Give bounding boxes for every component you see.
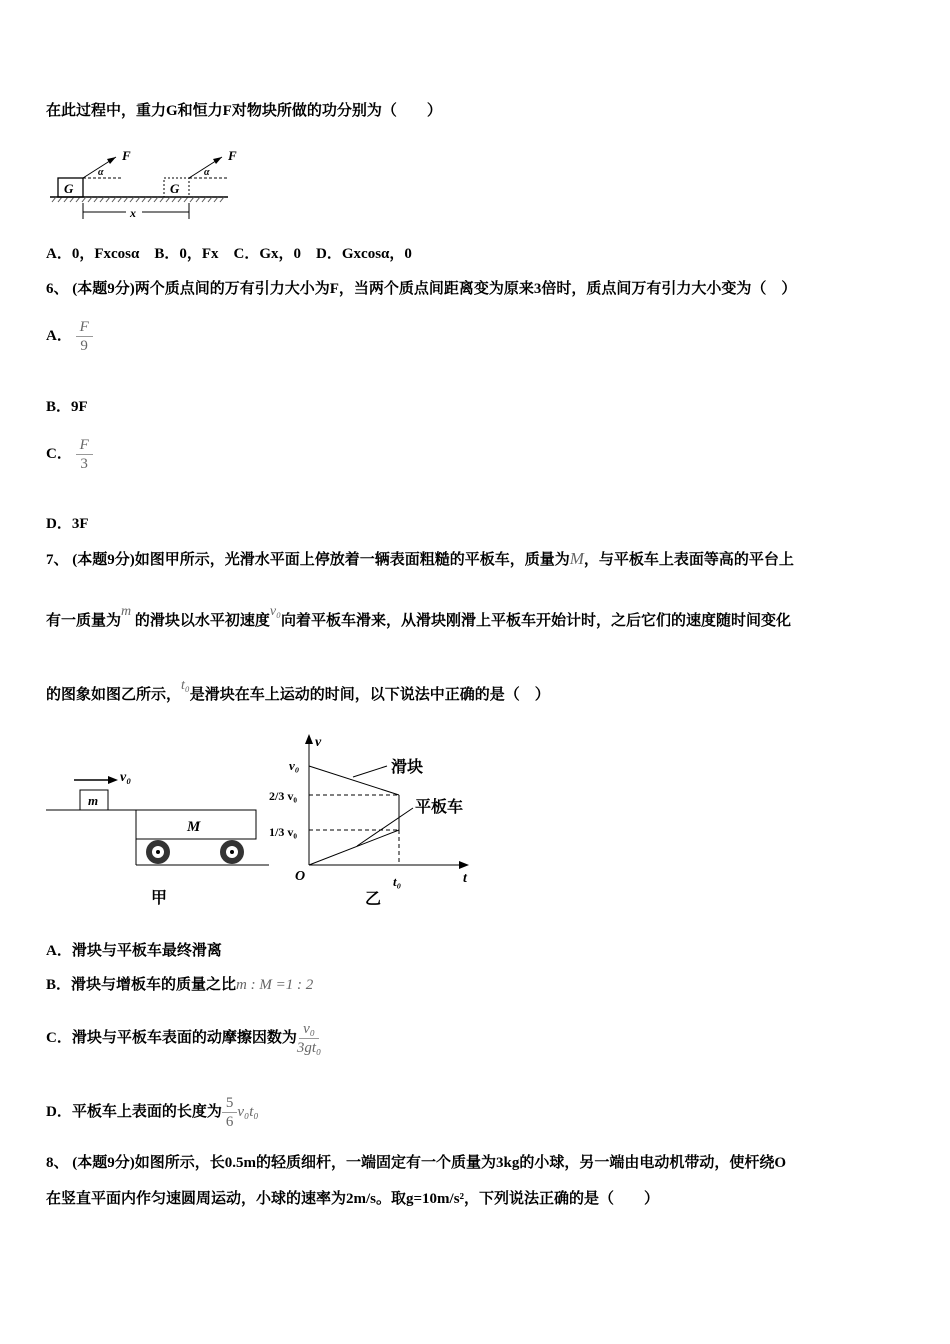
block-label: G bbox=[64, 181, 74, 196]
text: 的滑块以水平初速度 bbox=[134, 613, 270, 629]
math-symbol: M bbox=[569, 549, 584, 568]
text: B．滑块与增板车的质量之比 bbox=[46, 977, 237, 993]
text: ，与平板车上表面等高的平台上 bbox=[583, 552, 794, 568]
fraction bbox=[222, 1094, 238, 1131]
fraction bbox=[76, 436, 93, 473]
math-symbol: m bbox=[121, 604, 132, 619]
q5-options: A．0，Fxcosα B．0，Fx C．Gx，0 D．Gxcosα，0 bbox=[46, 246, 412, 262]
numerator: F bbox=[76, 318, 93, 337]
fraction bbox=[297, 1020, 321, 1057]
q6-option-d: D．3F bbox=[46, 516, 89, 532]
v0-label: v₀ bbox=[120, 770, 132, 785]
figure-yi-vt-graph bbox=[265, 728, 480, 913]
text: 向着平板车滑来，从滑块刚滑上平板车开始计时，之后它们的速度随时间变化 bbox=[281, 613, 792, 629]
text: 有一质量为 bbox=[46, 613, 122, 629]
cart-label: 平板车 bbox=[415, 799, 464, 816]
q5-figure bbox=[46, 145, 246, 225]
fraction bbox=[76, 318, 93, 355]
math: v₀t₀ bbox=[237, 1103, 259, 1120]
t-axis-label: t bbox=[463, 871, 467, 886]
angle-label: α bbox=[204, 167, 210, 178]
caption-jia: 甲 bbox=[151, 890, 168, 907]
figure-jia bbox=[44, 735, 274, 910]
q7-option-d bbox=[46, 1094, 259, 1131]
numerator: F bbox=[76, 436, 93, 455]
math: m : M =1 : 2 bbox=[236, 977, 314, 993]
denominator: 3 bbox=[80, 456, 88, 472]
M-label: M bbox=[187, 819, 201, 835]
q6-option-c bbox=[46, 436, 93, 473]
m-label: m bbox=[88, 793, 99, 808]
q8-line2: 在竖直平面内作匀速圆周运动，小球的速率为2m/s。取g=10m/s²，下列说法正确的是（ ） bbox=[46, 1191, 660, 1207]
caption-yi: 乙 bbox=[365, 891, 382, 908]
q5-stem: 在此过程中，重力G和恒力F对物块所做的功分别为（ ） bbox=[46, 103, 442, 119]
text: 的图象如图乙所示， bbox=[46, 687, 182, 703]
v-axis-label: v bbox=[315, 735, 322, 750]
force-label: F bbox=[122, 148, 131, 163]
origin-label: O bbox=[295, 869, 306, 884]
denominator: 6 bbox=[225, 1114, 234, 1130]
distance-label: x bbox=[130, 206, 136, 220]
q7-option-c bbox=[46, 1020, 321, 1057]
text: 是滑块在车上运动的时间，以下说法中正确的是（ ） bbox=[189, 687, 550, 703]
math-symbol: t₀ bbox=[181, 678, 190, 693]
q7-option-b bbox=[46, 975, 313, 995]
v0-tick: v₀ bbox=[289, 758, 300, 773]
cart-line bbox=[309, 830, 399, 865]
q6-stem: 6、 (本题9分)两个质点间的万有引力大小为F，当两个质点间距离变为原来3倍时，质点间万有引力大小变为（ ） bbox=[46, 281, 797, 297]
numerator: 5 bbox=[222, 1094, 238, 1113]
numerator: v₀ bbox=[299, 1020, 319, 1039]
q7-option-a: A．滑块与平板车最终滑离 bbox=[46, 943, 222, 959]
text: 7、 (本题9分)如图甲所示，光滑水平面上停放着一辆表面粗糙的平板车，质量为 bbox=[46, 552, 570, 568]
q7-line1 bbox=[46, 549, 794, 570]
q6-option-b: B．9F bbox=[46, 399, 88, 415]
force-label: F bbox=[228, 148, 237, 163]
q8-line1: 8、 (本题9分)如图所示，长0.5m的轻质细杆，一端固定有一个质量为3kg的小球，另一端由电动机带动，使杆绕O bbox=[46, 1155, 786, 1171]
t0-tick: t₀ bbox=[393, 874, 402, 889]
text: C．滑块与平板车表面的动摩擦因数为 bbox=[46, 1029, 297, 1046]
slider-label: 滑块 bbox=[391, 759, 424, 776]
math-symbol: v₀ bbox=[269, 604, 281, 619]
option-label: A． bbox=[46, 327, 72, 344]
q7-line2 bbox=[46, 604, 792, 632]
block-label: G bbox=[170, 181, 180, 196]
angle-label: α bbox=[98, 167, 104, 178]
two-thirds-v0-tick: 2/3 v₀ bbox=[269, 789, 297, 803]
option-label: C． bbox=[46, 445, 72, 462]
q6-option-a bbox=[46, 318, 93, 355]
denominator: 3gt₀ bbox=[296, 1040, 322, 1056]
text: D．平板车上表面的长度为 bbox=[46, 1103, 222, 1120]
one-third-v0-tick: 1/3 v₀ bbox=[269, 825, 297, 839]
slider-line bbox=[309, 766, 399, 795]
q7-line3 bbox=[46, 678, 550, 706]
denominator: 9 bbox=[80, 338, 88, 354]
